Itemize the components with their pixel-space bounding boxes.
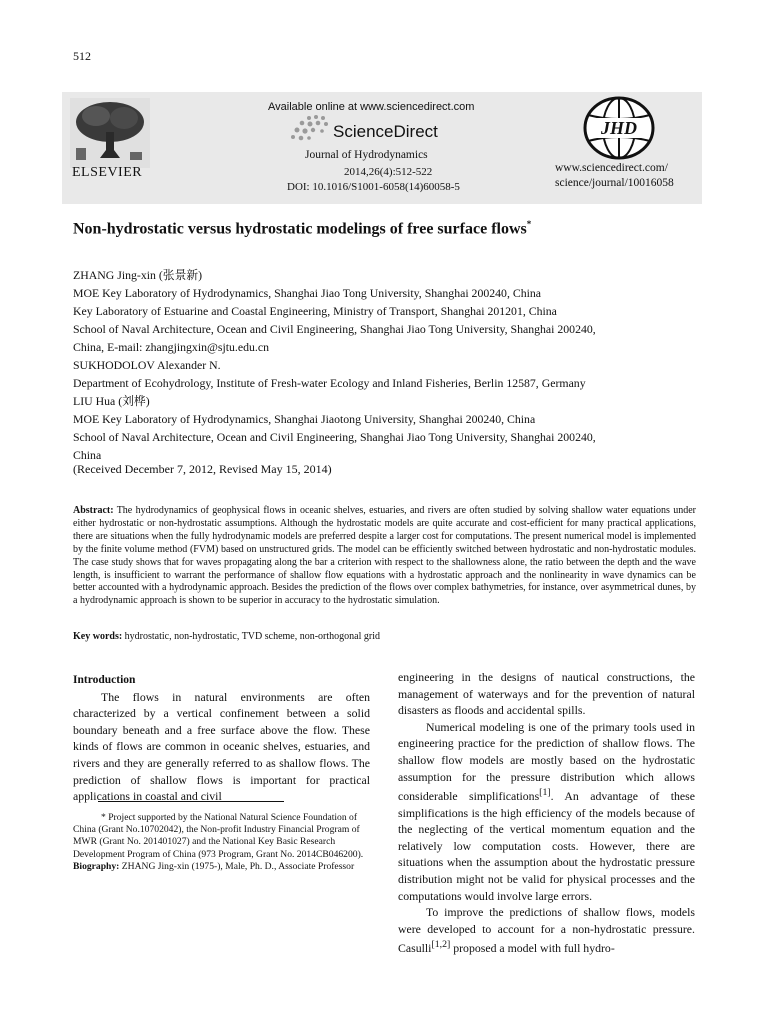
right-column bbox=[398, 669, 695, 957]
available-online-text: Available online at www.sciencedirect.com bbox=[268, 101, 475, 113]
body-text: . An advantage of these simplifications is the high efficiency of the models because of the neglecting of the vertical momentum equation and the relatively low computation costs. However, there are situations when the assumption about the hydrostatic pressure distribution might not be valid for physical processes and the computations would involve large errors. bbox=[398, 789, 695, 903]
author-affiliations bbox=[73, 266, 713, 464]
body-text: Numerical modeling is one of the primary tools used in engineering practice for the prediction of shallow flows. The shallow flow models are mostly based on the hydrostatic assumption for the pressure distribution which allows considerable simplifications bbox=[398, 719, 695, 804]
body-paragraph: engineering in the designs of nautical constructions, the management of waterways and for the prevention of natural disasters as floods and accidental spills. bbox=[398, 670, 695, 718]
doi: DOI: 10.1016/S1001-6058(14)60058-5 bbox=[287, 181, 460, 193]
sciencedirect-dots-icon bbox=[289, 114, 331, 144]
jhd-globe-logo bbox=[578, 95, 660, 161]
author-line: ZHANG Jing-xin (张景新) bbox=[73, 268, 203, 282]
abstract-text: The hydrodynamics of geophysical flows in oceanic shelves, estuaries, and rivers are often studied by solving shallow water equations under either hydrostatic or non-hydrostatic assumptions. Although the hydrostatic models are quite accurate and cost-efficient for many practical applications, there are situations when the fully hydrodynamic models are preferred despite a larger cost for computations. The present numerical model is implemented by the finite volume method (FVM) based on unstructured grids. The model can be efficiently switched between hydrostatic and non-hydrostatic modules. The case study shows that for waves propagating along the bar a criterion with respect to the shallowness alone, the ratio between the depth and the wave length, is insufficient to warrant the performance of shallow flow equations with a hydrostatic approach and the nonlinearity in wave dynamics can be better accounted with a hydrodynamic approach. Besides the prediction of the flows over complex bathymetries, for instance, over asymmetrical dunes, by a hydrodynamic approach is shown to be superior in accuracy to the hydrostatic simulation. bbox=[73, 505, 696, 607]
journal-name: Journal of Hydrodynamics bbox=[305, 149, 428, 161]
volume-pages: 2014,26(4):512-522 bbox=[344, 166, 433, 178]
body-paragraph: The flows in natural environments are often characterized by a vertical confinement between a solid boundary beneath and a free surface above the flow. These kinds of flows are common in oceanic shelves, estuaries, and rivers and they are generally referred to as shallow flows. The prediction of shallow flows is important for practical applications in coastal and civil bbox=[73, 689, 370, 804]
author-line: China, E-mail: zhangjingxin@sjtu.edu.cn bbox=[73, 340, 269, 354]
journal-url-line2: science/journal/10016058 bbox=[555, 177, 674, 189]
keywords bbox=[73, 631, 380, 642]
footnote-divider bbox=[98, 801, 284, 802]
footnote bbox=[73, 812, 370, 873]
author-line: Key Laboratory of Estuarine and Coastal Engineering, Ministry of Transport, Shanghai 201201, China bbox=[73, 304, 557, 318]
journal-url-line1: www.sciencedirect.com/ bbox=[555, 162, 668, 174]
paper-title-text: Non-hydrostatic versus hydrostatic modelings of free surface flows bbox=[73, 220, 527, 238]
paper-title bbox=[73, 219, 531, 238]
author-line: School of Naval Architecture, Ocean and Civil Engineering, Shanghai Jiao Tong University, Shanghai 200240, bbox=[73, 322, 596, 336]
section-heading: Introduction bbox=[73, 674, 136, 686]
author-line: School of Naval Architecture, Ocean and Civil Engineering, Shanghai Jiao Tong University, Shanghai 200240, bbox=[73, 430, 596, 444]
biography-label: Biography: bbox=[73, 860, 120, 872]
project-footnote: * Project supported by the National Natural Science Foundation of China (Grant No.10702042), the Non-profit Industry Financial Program of MWR (Grant No. 201401027) and the National Key Basic Research Development Program of China (973 Program, Grant No. 2014CB046200). bbox=[73, 812, 364, 860]
author-line: MOE Key Laboratory of Hydrodynamics, Shanghai Jiao Tong University, Shanghai 200240, China bbox=[73, 286, 542, 300]
body-text: proposed a model with full hydro- bbox=[450, 941, 615, 956]
body-text: To improve the predictions of shallow flows, models were developed to account for a non-hydrostatic pressure. Casulli bbox=[398, 905, 695, 956]
abstract bbox=[73, 505, 696, 608]
author-line: LIU Hua (刘桦) bbox=[73, 394, 150, 408]
elsevier-tree-logo bbox=[70, 98, 150, 168]
keywords-text: hydrostatic, non-hydrostatic, TVD scheme, non-orthogonal grid bbox=[124, 631, 380, 642]
biography-footnote bbox=[73, 861, 370, 873]
body-paragraph bbox=[398, 904, 695, 957]
received-dates: (Received December 7, 2012, Revised May 15, 2014) bbox=[73, 462, 332, 476]
author-line: China bbox=[73, 448, 102, 462]
author-line: Department of Ecohydrology, Institute of Fresh-water Ecology and Inland Fisheries, Berlin 12587, Germany bbox=[73, 376, 586, 390]
title-footnote-mark: * bbox=[526, 219, 532, 229]
abstract-label: Abstract: bbox=[73, 505, 114, 516]
author-line: SUKHODOLOV Alexander N. bbox=[73, 358, 221, 372]
publisher-name: ELSEVIER bbox=[72, 165, 143, 180]
citation-ref: [1,2] bbox=[431, 939, 451, 951]
page-number: 512 bbox=[73, 49, 91, 63]
left-column bbox=[73, 672, 370, 805]
jhd-logo-label: JHD bbox=[601, 118, 637, 138]
keywords-label: Key words: bbox=[73, 631, 123, 642]
body-paragraph bbox=[398, 719, 695, 904]
citation-ref: [1] bbox=[539, 787, 551, 799]
author-line: MOE Key Laboratory of Hydrodynamics, Shanghai Jiaotong University, Shanghai 200240, China bbox=[73, 412, 536, 426]
sciencedirect-wordmark: ScienceDirect bbox=[333, 122, 438, 141]
biography-text: ZHANG Jing-xin (1975-), Male, Ph. D., Associate Professor bbox=[121, 860, 355, 872]
